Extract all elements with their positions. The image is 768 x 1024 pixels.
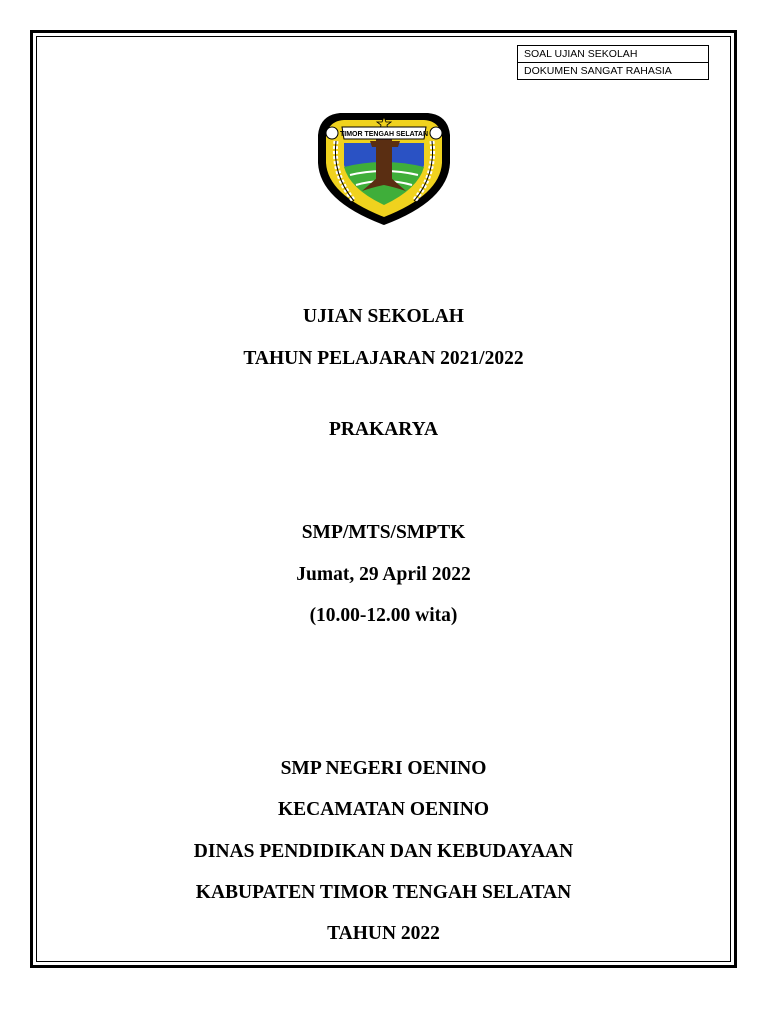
regency-name: KABUPATEN TIMOR TENGAH SELATAN [195,882,572,903]
exam-subject: PRAKARYA [328,419,439,440]
exam-level: SMP/MTS/SMPTK [301,522,466,543]
label-line-1: SOAL UJIAN SEKOLAH [524,48,638,60]
exam-title: UJIAN SEKOLAH [303,306,464,327]
logo-banner-text: TIMOR TENGAH SELATAN [339,131,429,138]
school-name: SMP NEGERI OENINO [280,758,487,779]
district-name: KECAMATAN OENINO [277,799,490,820]
label-line-2: DOKUMEN SANGAT RAHASIA [518,62,708,79]
exam-date: Jumat, 29 April 2022 [296,564,471,585]
education-office: DINAS PENDIDIKAN DAN KEBUDAYAAN [193,841,574,862]
exam-time: (10.00-12.00 wita) [309,605,458,626]
regency-coat-of-arms-logo [310,105,458,229]
exam-year: TAHUN PELAJARAN 2021/2022 [243,348,524,369]
confidential-label [517,45,709,80]
document-year: TAHUN 2022 [327,923,440,944]
